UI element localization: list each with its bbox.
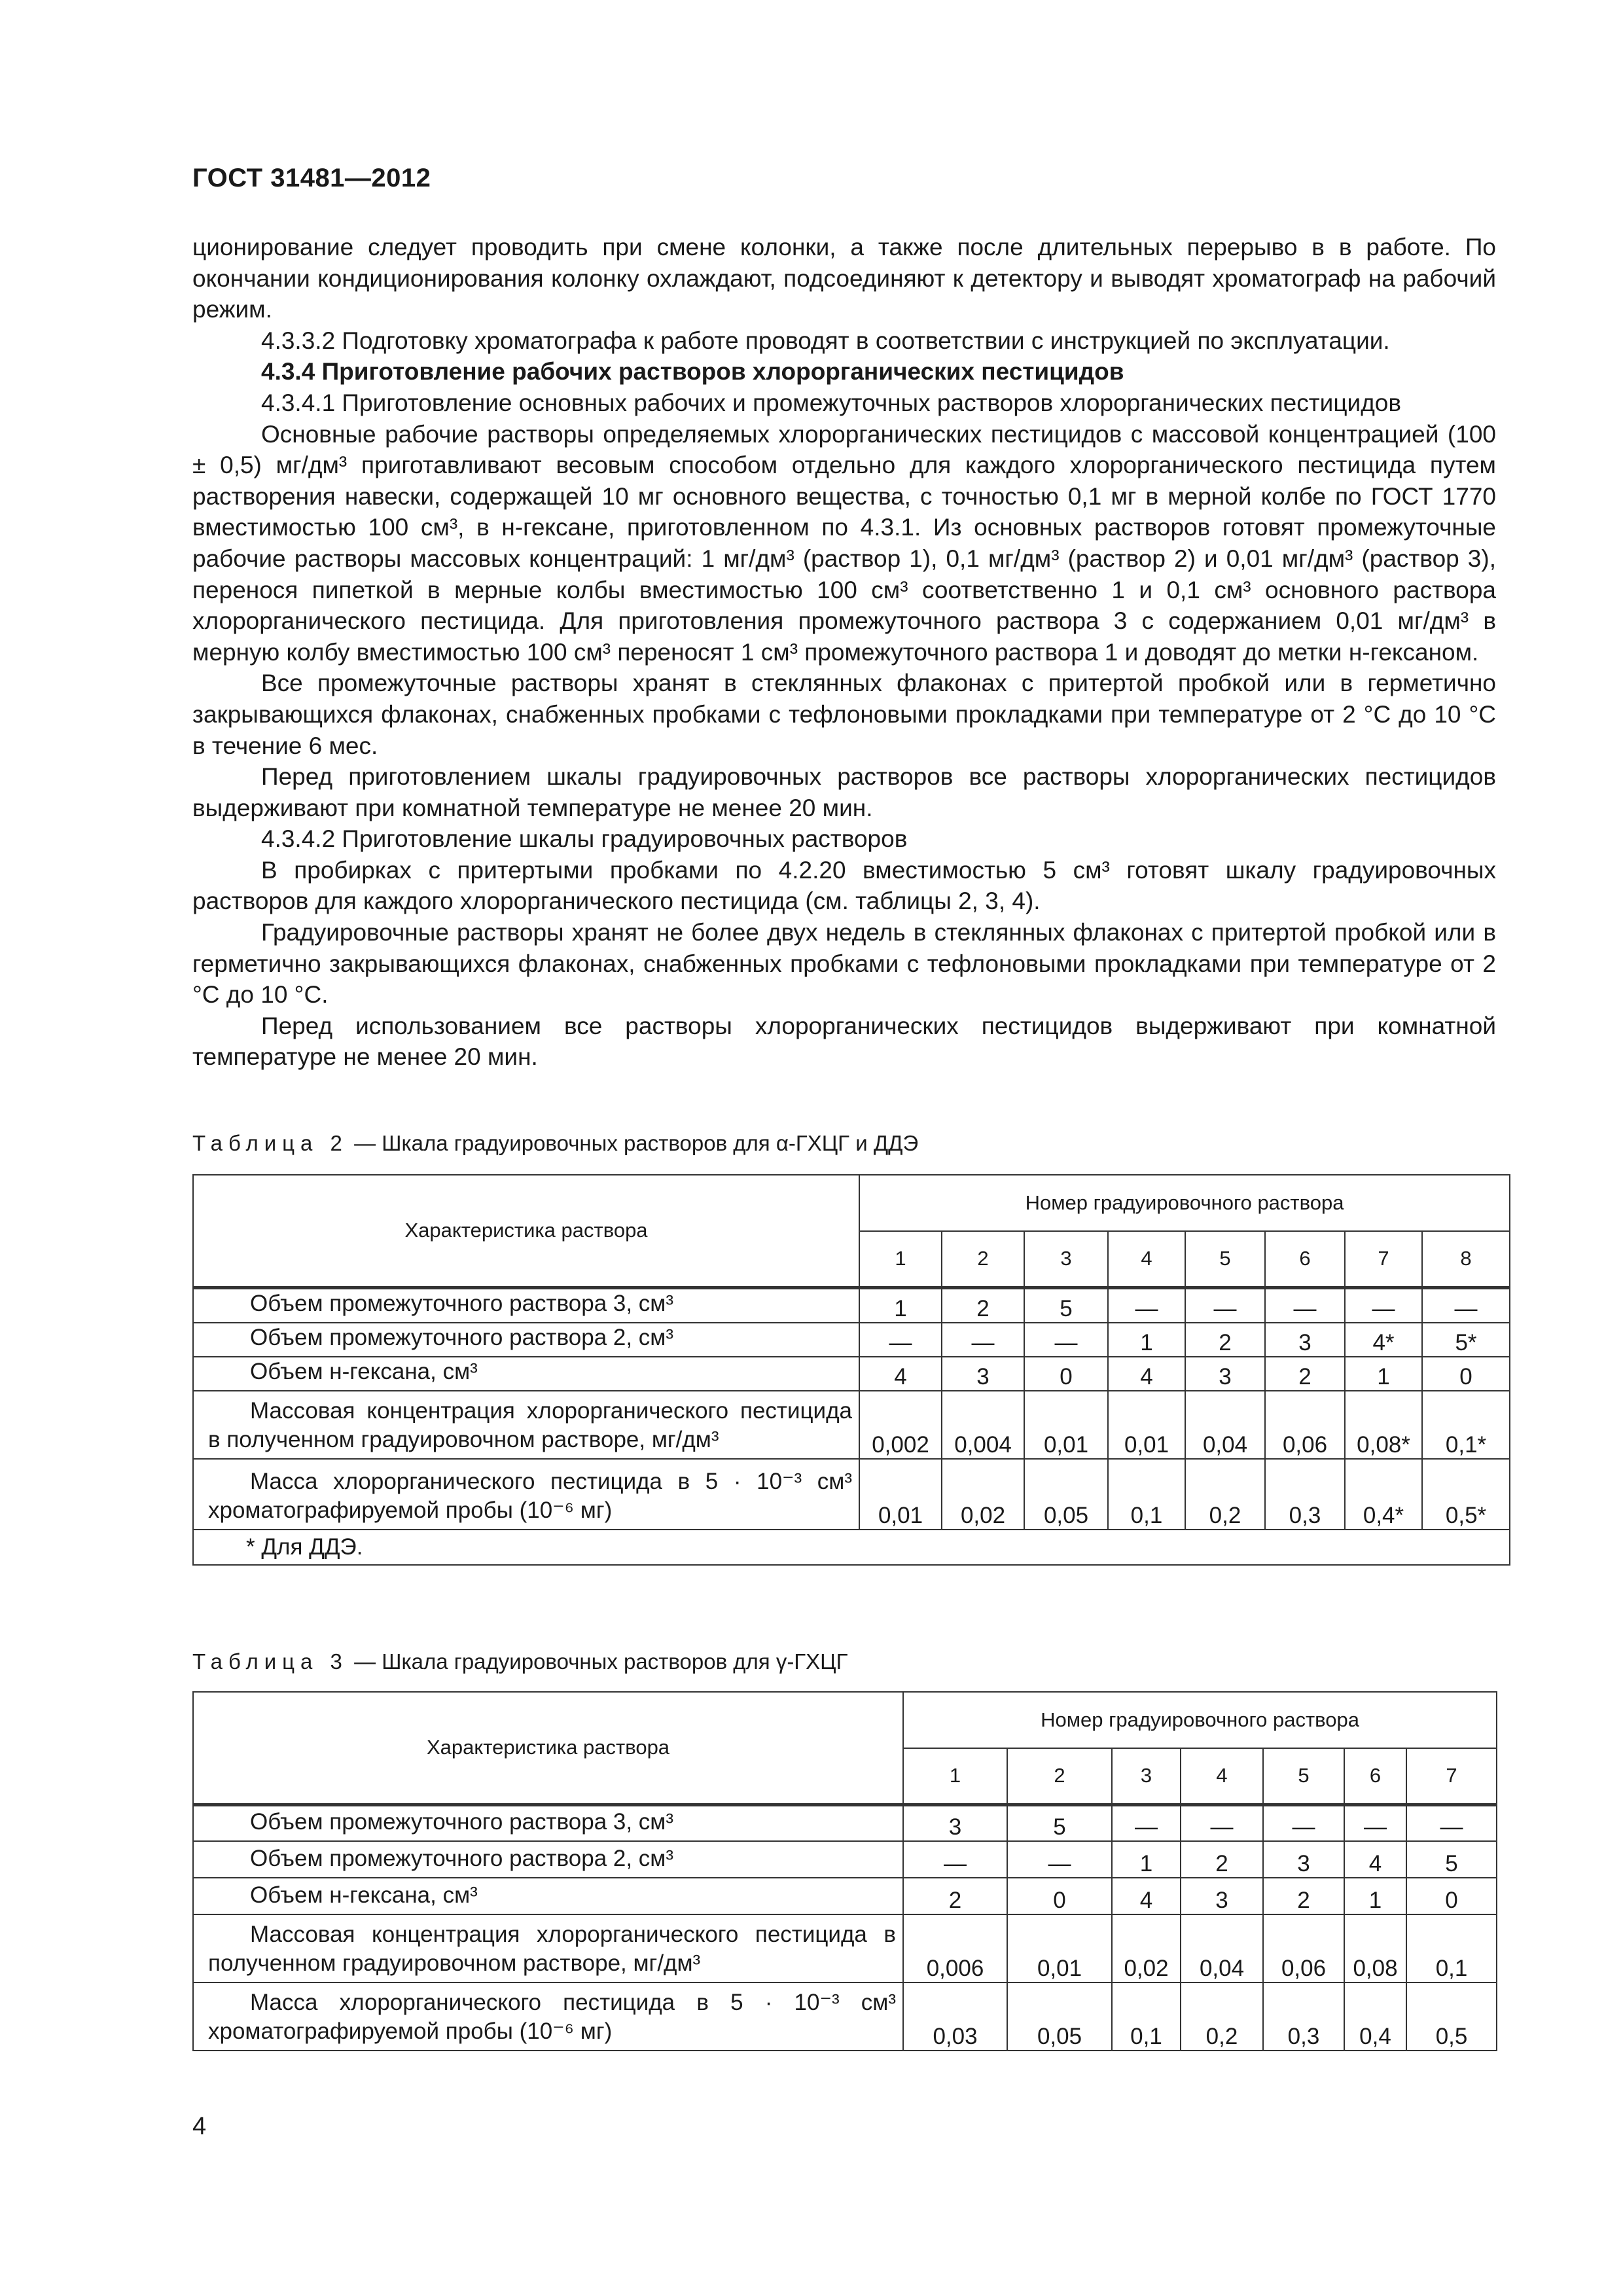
table-cell: 0,004 <box>942 1391 1024 1459</box>
table-cell: 0,01 <box>859 1459 942 1530</box>
table-cell: 0,1 <box>1406 1914 1497 1982</box>
table-cell: 1 <box>1108 1323 1185 1357</box>
paragraph: ционирование следует проводить при смене колонки, а также после длительных перерыво в в работе. По окончании кондиционирования колонку охлаждают, подсоединяют к детектору и выводят хроматограф на рабочий режим. <box>192 234 1496 323</box>
column-number: 6 <box>1344 1748 1406 1804</box>
table-cell: 5 <box>1024 1287 1108 1323</box>
row-label: Масса хлорорганического пестицида в 5 · 10⁻³ см³ хроматографируемой пробы (10⁻⁶ мг) <box>193 1459 859 1530</box>
table-cell: — <box>859 1323 942 1357</box>
table-cell: 0,05 <box>1024 1459 1108 1530</box>
table-cell: 4 <box>1344 1841 1406 1878</box>
table-cell: — <box>1422 1287 1510 1323</box>
table-cell: — <box>1265 1287 1345 1323</box>
table-3-header-characteristic: Характеристика раствора <box>193 1692 903 1804</box>
table-cell: 0,2 <box>1185 1459 1265 1530</box>
row-label: Объем н-гексана, см³ <box>193 1878 903 1914</box>
table-row <box>193 1914 1497 1982</box>
column-number: 3 <box>1112 1748 1181 1804</box>
table-cell: 1 <box>1112 1841 1181 1878</box>
table-2-caption-label: Таблица 2 <box>192 1131 348 1155</box>
table-cell: 2 <box>1185 1323 1265 1357</box>
table-cell: 5 <box>1406 1841 1497 1878</box>
paragraph: В пробирках с притертыми пробками по 4.2.20 вместимостью 5 см³ готовят шкалу градуировочных растворов для каждого хлорорганического пестицида (см. таблицы 2, 3, 4). <box>192 856 1496 915</box>
row-label: Объем промежуточного раствора 3, см³ <box>193 1804 903 1841</box>
table-cell: 3 <box>1263 1841 1344 1878</box>
column-number: 6 <box>1265 1231 1345 1287</box>
table-cell: 0,06 <box>1263 1914 1344 1982</box>
table-cell: — <box>1108 1287 1185 1323</box>
table-cell: 0,02 <box>1112 1914 1181 1982</box>
table-cell: 0,05 <box>1007 1982 1112 2051</box>
table-row <box>193 1459 1510 1530</box>
column-number: 2 <box>942 1231 1024 1287</box>
table-cell: 0 <box>1007 1878 1112 1914</box>
table-cell: 0,01 <box>1007 1914 1112 1982</box>
paragraph: 4.3.3.2 Подготовку хроматографа к работе проводят в соответствии с инструкцией по эксплуатации. <box>261 327 1390 354</box>
column-number: 4 <box>1108 1231 1185 1287</box>
table-row <box>193 1804 1497 1841</box>
table-2-header-group: Номер градуировочного раствора <box>859 1175 1510 1231</box>
paragraph: Градуировочные растворы хранят не более двух недель в стеклянных флаконах с притертой пробкой или в герметично закрывающихся флаконах, снабженных пробками с тефлоновыми прокладками при температуре от 2 °С до 10 °С. <box>192 919 1496 1009</box>
table-2-header-characteristic: Характеристика раствора <box>193 1175 859 1287</box>
table-row <box>193 1391 1510 1459</box>
table-cell: 0,08* <box>1345 1391 1422 1459</box>
table-cell: 3 <box>903 1804 1007 1841</box>
table-cell: 0,5* <box>1422 1459 1510 1530</box>
table-cell: — <box>1345 1287 1422 1323</box>
table-2 <box>192 1174 1510 1566</box>
table-cell: 2 <box>1263 1878 1344 1914</box>
table-cell: 0,3 <box>1263 1982 1344 2051</box>
table-cell: 0 <box>1024 1357 1108 1391</box>
table-cell: 2 <box>903 1878 1007 1914</box>
paragraph: 4.3.4.1 Приготовление основных рабочих и промежуточных растворов хлорорганических пестицидов <box>261 389 1402 416</box>
table-3 <box>192 1691 1497 2051</box>
table-cell: — <box>942 1323 1024 1357</box>
table-cell: 0,1 <box>1108 1459 1185 1530</box>
row-label: Объем промежуточного раствора 2, см³ <box>193 1841 903 1878</box>
column-number: 4 <box>1181 1748 1263 1804</box>
table-row <box>193 1841 1497 1878</box>
table-3-caption-label: Таблица 3 <box>192 1649 348 1674</box>
table-cell: — <box>1406 1804 1497 1841</box>
table-cell: 0,006 <box>903 1914 1007 1982</box>
table-row <box>193 1287 1510 1323</box>
table-cell: 5* <box>1422 1323 1510 1357</box>
table-row <box>193 1982 1497 2051</box>
table-cell: 0,2 <box>1181 1982 1263 2051</box>
column-number: 7 <box>1345 1231 1422 1287</box>
table-cell: 0 <box>1422 1357 1510 1391</box>
document-title: ГОСТ 31481—2012 <box>192 164 431 192</box>
column-number: 8 <box>1422 1231 1510 1287</box>
paragraph: Основные рабочие растворы определяемых хлорорганических пестицидов с массовой концентрацией (100 ± 0,5) мг/дм³ приготавливают весовым способом отдельно для каждого хлорорганического пестицида путем растворения навески, содержащей 10 мг основного вещества, с точностью 0,1 мг в мерной колбе по ГОСТ 1770 вместимостью 100 см³, в н-гексане, приготовленном по 4.3.1. Из основных растворов готовят промежуточные рабочие растворы массовых концентраций: 1 мг/дм³ (раствор 1), 0,1 мг/дм³ (раствор 2) и 0,01 мг/дм³ (раствор 3), перенося пипеткой в мерные колбы вместимостью 100 см³ соответственно 1 и 0,1 см³ основного раствора хлорорганического пестицида. Для приготовления промежуточного раствора 3 с содержанием 0,01 мг/дм³ в мерную колбу вместимостью 100 см³ переносят 1 см³ промежуточного раствора 1 и доводят до метки н-гексаном. <box>192 420 1496 666</box>
table-cell: — <box>1024 1323 1108 1357</box>
paragraph: 4.3.4.2 Приготовление шкалы градуировочных растворов <box>261 825 908 853</box>
table-cell: 0,04 <box>1181 1914 1263 1982</box>
section-heading: 4.3.4 Приготовление рабочих растворов хлорорганических пестицидов <box>261 358 1124 386</box>
table-3-caption-text: — Шкала градуировочных растворов для γ-ГХЦГ <box>348 1649 848 1674</box>
table-3-header-group: Номер градуировочного раствора <box>903 1692 1497 1748</box>
table-cell: 4 <box>859 1357 942 1391</box>
table-cell: 3 <box>942 1357 1024 1391</box>
table-cell: 2 <box>1265 1357 1345 1391</box>
table-cell: 0,03 <box>903 1982 1007 2051</box>
table-cell: 3 <box>1181 1878 1263 1914</box>
column-number: 2 <box>1007 1748 1112 1804</box>
page-number: 4 <box>192 2113 207 2140</box>
table-row <box>193 1357 1510 1391</box>
row-label: Объем промежуточного раствора 3, см³ <box>193 1287 859 1323</box>
table-row <box>193 1323 1510 1357</box>
table-cell: — <box>1185 1287 1265 1323</box>
table-row <box>193 1878 1497 1914</box>
column-number: 5 <box>1185 1231 1265 1287</box>
table-cell: 0 <box>1406 1878 1497 1914</box>
table-cell: 1 <box>1345 1357 1422 1391</box>
row-label: Массовая концентрация хлорорганического пестицида в полученном градуировочном растворе, мг/дм³ <box>193 1391 859 1459</box>
table-cell: 1 <box>1344 1878 1406 1914</box>
table-cell: 0,04 <box>1185 1391 1265 1459</box>
table-cell: — <box>1263 1804 1344 1841</box>
table-cell: 0,02 <box>942 1459 1024 1530</box>
paragraph: Все промежуточные растворы хранят в стеклянных флаконах с притертой пробкой или в герметично закрывающихся флаконах, снабженных пробками с тефлоновыми прокладками при температуре от 2 °С до 10 °С в течение 6 мес. <box>192 670 1496 759</box>
table-cell: 5 <box>1007 1804 1112 1841</box>
table-cell: 0,1 <box>1112 1982 1181 2051</box>
table-cell: 4* <box>1345 1323 1422 1357</box>
column-number: 1 <box>859 1231 942 1287</box>
table-cell: 0,08 <box>1344 1914 1406 1982</box>
table-cell: 0,4 <box>1344 1982 1406 2051</box>
table-cell: — <box>1181 1804 1263 1841</box>
table-cell: — <box>903 1841 1007 1878</box>
body-text <box>192 232 1496 1073</box>
table-3-caption <box>192 1649 847 1674</box>
table-cell: 0,3 <box>1265 1459 1345 1530</box>
row-label: Массовая концентрация хлорорганического пестицида в полученном градуировочном растворе, мг/дм³ <box>193 1914 903 1982</box>
table-cell: 0,06 <box>1265 1391 1345 1459</box>
table-cell: 0,1* <box>1422 1391 1510 1459</box>
table-cell: 2 <box>942 1287 1024 1323</box>
table-cell: — <box>1112 1804 1181 1841</box>
table-cell: 4 <box>1112 1878 1181 1914</box>
column-number: 1 <box>903 1748 1007 1804</box>
table-cell: 2 <box>1181 1841 1263 1878</box>
row-label: Объем промежуточного раствора 2, см³ <box>193 1323 859 1357</box>
row-label: Масса хлорорганического пестицида в 5 · 10⁻³ см³ хроматографируемой пробы (10⁻⁶ мг) <box>193 1982 903 2051</box>
table-cell: 0,002 <box>859 1391 942 1459</box>
row-label: Объем н-гексана, см³ <box>193 1357 859 1391</box>
table-cell: 3 <box>1265 1323 1345 1357</box>
paragraph: Перед приготовлением шкалы градуировочных растворов все растворы хлорорганических пестицидов выдерживают при комнатной температуре не менее 20 мин. <box>192 763 1496 821</box>
table-2-caption-text: — Шкала градуировочных растворов для α-ГХЦГ и ДДЭ <box>348 1131 919 1155</box>
table-2-caption <box>192 1131 918 1156</box>
table-cell: 0,4* <box>1345 1459 1422 1530</box>
column-number: 5 <box>1263 1748 1344 1804</box>
table-cell: 1 <box>859 1287 942 1323</box>
column-number: 7 <box>1406 1748 1497 1804</box>
table-cell: — <box>1007 1841 1112 1878</box>
table-cell: 0,01 <box>1024 1391 1108 1459</box>
table-cell: — <box>1344 1804 1406 1841</box>
table-cell: 4 <box>1108 1357 1185 1391</box>
table-cell: 0,01 <box>1108 1391 1185 1459</box>
column-number: 3 <box>1024 1231 1108 1287</box>
table-footnote: * Для ДДЭ. <box>193 1530 1510 1565</box>
table-cell: 0,5 <box>1406 1982 1497 2051</box>
paragraph: Перед использованием все растворы хлорорганических пестицидов выдерживают при комнатной температуре не менее 20 мин. <box>192 1012 1496 1071</box>
table-cell: 3 <box>1185 1357 1265 1391</box>
